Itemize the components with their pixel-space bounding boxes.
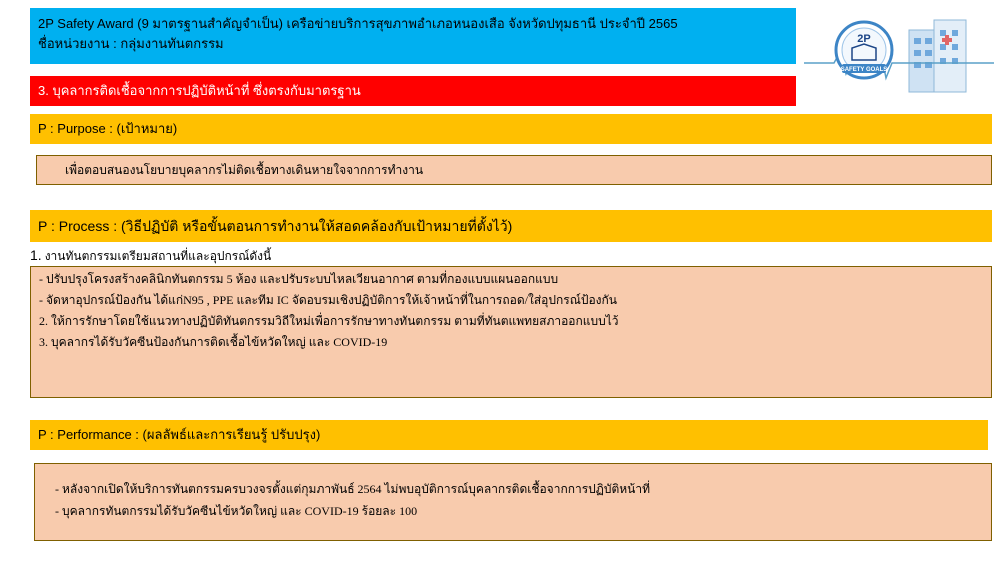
purpose-heading: P : Purpose : (เป้าหมาย) [30,114,992,144]
performance-content [34,463,992,541]
step-text: งานทันตกรรมเตรียมสถานที่และอุปกรณ์ดังนี้ [44,249,272,263]
hospital-ecg-logo [804,8,994,108]
performance-item: - หลังจากเปิดให้บริการทันตกรรมครบวงจรตั้งแต่กุมภาพันธ์ 2564 ไม่พบอุบัติการณ์บุคลากรติดเชื้อจากการปฏิบัติหน้าที่ [55,482,651,496]
logo-graphic [804,8,994,108]
purpose-content: เพื่อตอบสนองนโยบายบุคลากรไม่ติดเชื้อทางเดินหายใจจากการทำงาน [36,155,992,185]
process-item: - ปรับปรุงโครงสร้างคลินิกทันตกรรม 5 ห้อง และปรับระบบไหลเวียนอากาศ ตามที่กองแบบแผนออกแบบ [39,272,559,286]
standard-title: 3. บุคลากรติดเชื้อจากการปฏิบัติหน้าที่ ซึ่งตรงกับมาตรฐาน [30,76,796,106]
process-content [30,266,992,398]
performance-heading: P : Performance : (ผลลัพธ์และการเรียนรู้ ปรับปรุง) [30,420,988,450]
department-name: ชื่อหน่วยงาน : กลุ่มงานทันตกรรม [38,36,224,51]
page-header [30,8,796,64]
performance-item: - บุคลากรทันตกรรมได้รับวัคซีนไข้หวัดใหญ่ และ COVID-19 ร้อยละ 100 [55,504,418,518]
process-item: - จัดหาอุปกรณ์ป้องกัน ได้แก่N95 , PPE และทีม IC จัดอบรมเชิงปฏิบัติการให้เจ้าหน้าที่ในการถอด/ใส่อุปกรณ์ป้องกัน [39,293,617,307]
header-title: 2P Safety Award (9 มาตรฐานสำคัญจำเป็น) เครือข่ายบริการสุขภาพอำเภอหนองเสือ จังหวัดปทุมธานี ประจำปี 2565 [38,16,678,31]
process-step-1 [30,245,271,266]
process-heading: P : Process : (วิธีปฏิบัติ หรือขั้นตอนการทำงานให้สอดคล้องกับเป้าหมายที่ตั้งไว้) [30,210,992,242]
logo-ribbon-text: SAFETY GOALS [840,67,888,73]
process-item: 2. ให้การรักษาโดยใช้แนวทางปฏิบัติทันตกรรมวิถีใหม่เพื่อการรักษาทางทันตกรรม ตามที่ทันตแพทยสภาออกแบบไว้ [39,314,619,328]
logo-badge-text: 2P [857,33,871,45]
step-number: 1. [30,247,42,263]
process-item: 3. บุคลากรได้รับวัคซีนป้องกันการติดเชื้อไข้หวัดใหญ่ และ COVID-19 [39,335,388,349]
